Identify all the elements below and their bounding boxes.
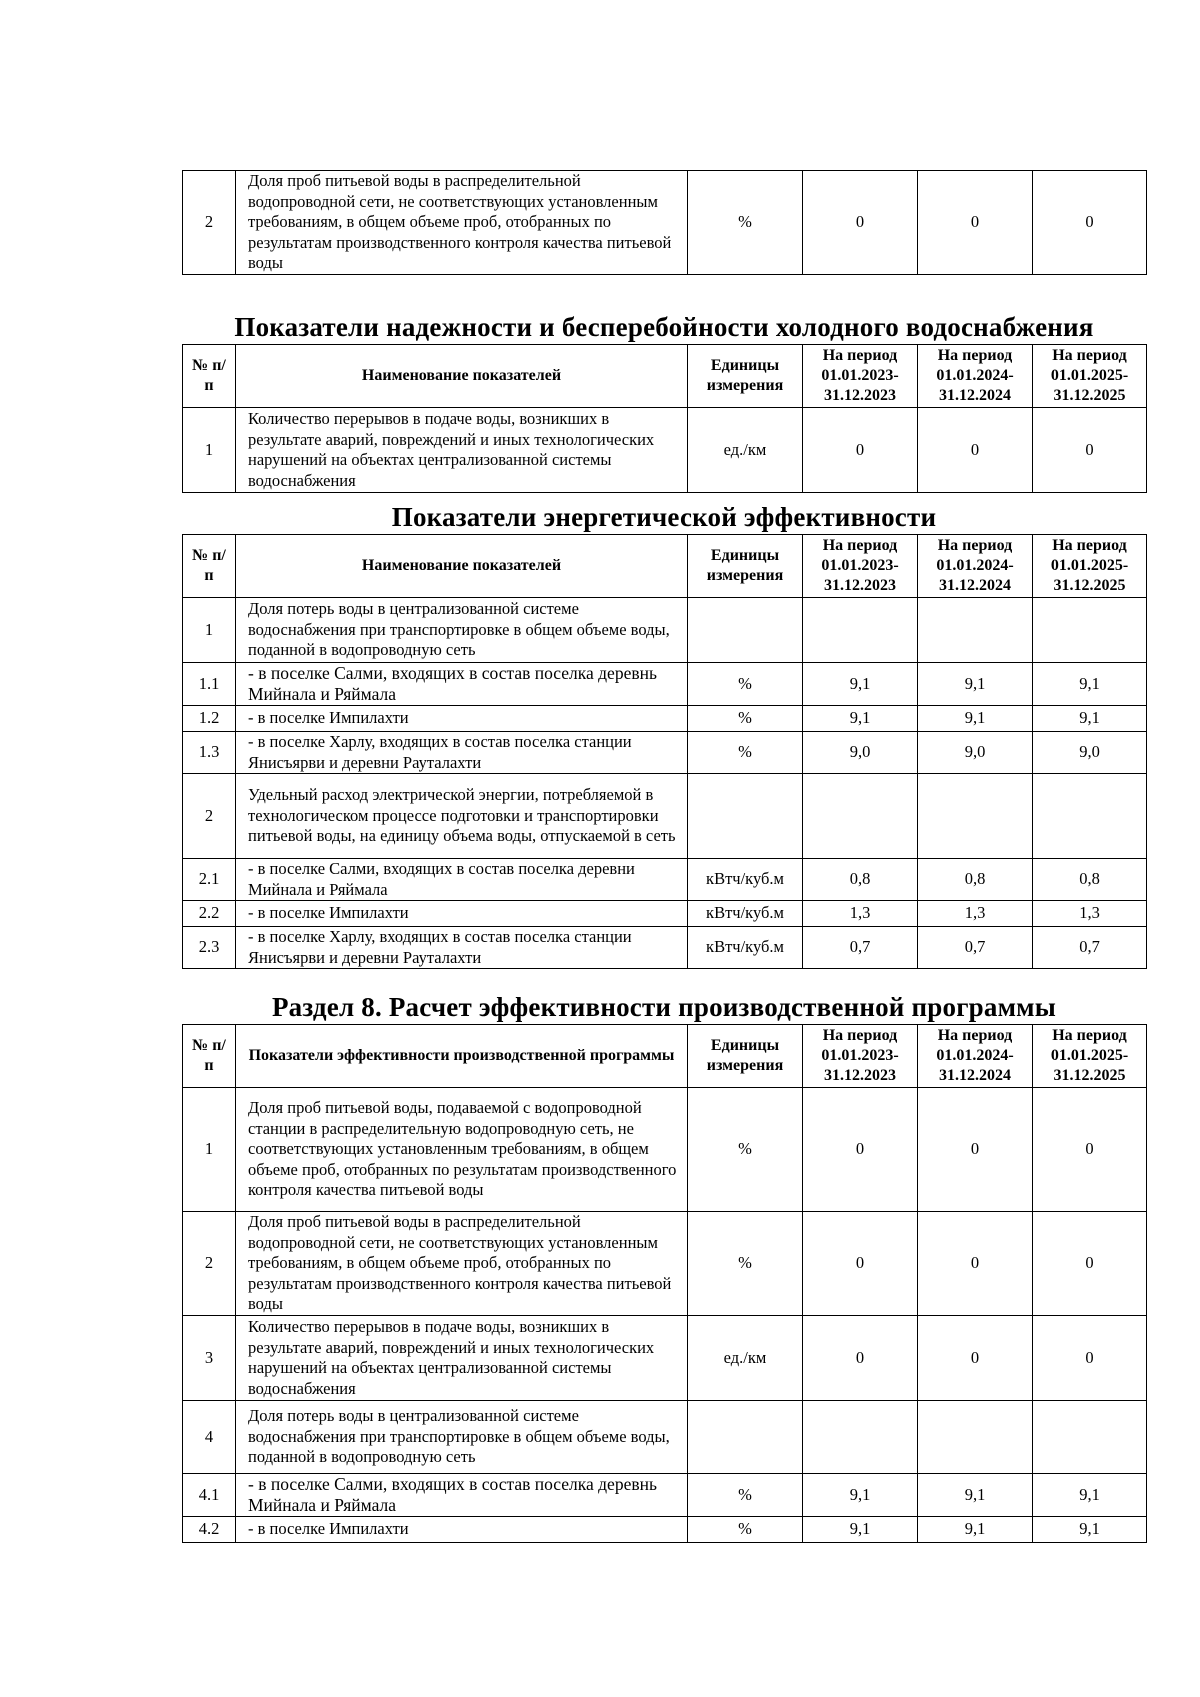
unit-cell: кВтч/куб.м	[688, 927, 803, 969]
value-2023	[803, 598, 918, 663]
value-2025: 0	[1033, 408, 1147, 493]
value-2023: 0,8	[803, 859, 918, 901]
table-header-row	[183, 345, 1147, 408]
value-2024: 0	[918, 171, 1033, 275]
value-2023: 9,1	[803, 706, 918, 732]
row-number: 4.1	[183, 1474, 236, 1517]
value-2024	[918, 598, 1033, 663]
header-period-2023: На период 01.01.2023-31.12.2023	[803, 345, 918, 408]
value-2024: 9,1	[918, 706, 1033, 732]
table-row	[183, 598, 1147, 663]
header-number: № п/п	[183, 535, 236, 598]
energy-table-wrap	[182, 534, 1147, 969]
value-2023	[803, 774, 918, 859]
row-number: 2.1	[183, 859, 236, 901]
row-number: 2	[183, 774, 236, 859]
row-number: 1	[183, 408, 236, 493]
value-2025: 0	[1033, 1316, 1147, 1401]
row-number: 3	[183, 1316, 236, 1401]
indicator-name: - в поселке Салми, входящих в состав поселка деревнь Мийнала и Ряймала	[236, 663, 688, 706]
value-2024: 9,1	[918, 1517, 1033, 1543]
value-2025: 0	[1033, 171, 1147, 275]
table-row	[183, 859, 1147, 901]
value-2025	[1033, 774, 1147, 859]
value-2025: 9,0	[1033, 732, 1147, 774]
table-row	[183, 774, 1147, 859]
value-2025: 0	[1033, 1212, 1147, 1316]
table-row	[183, 663, 1147, 706]
reliability-table-wrap	[182, 344, 1147, 493]
value-2023: 0	[803, 171, 918, 275]
value-2025: 0	[1033, 1088, 1147, 1212]
value-2024: 9,1	[918, 663, 1033, 706]
row-number: 4.2	[183, 1517, 236, 1543]
header-unit: Единицы измерения	[688, 535, 803, 598]
value-2024	[918, 1401, 1033, 1474]
section-title-efficiency: Раздел 8. Расчет эффективности производственной программы	[271, 992, 1057, 1022]
value-2024: 9,1	[918, 1474, 1033, 1517]
table-row	[183, 927, 1147, 969]
value-2023: 9,1	[803, 1517, 918, 1543]
header-period-2023: На период 01.01.2023-31.12.2023	[803, 1025, 918, 1088]
unit-cell: %	[688, 1212, 803, 1316]
value-2024: 0	[918, 1088, 1033, 1212]
header-number: № п/п	[183, 345, 236, 408]
header-name: Наименование показателей	[236, 535, 688, 598]
unit-cell: %	[688, 706, 803, 732]
row-number: 4	[183, 1401, 236, 1474]
unit-cell: ед./км	[688, 408, 803, 493]
row-number: 1.2	[183, 706, 236, 732]
value-2024	[918, 774, 1033, 859]
header-number: № п/п	[183, 1025, 236, 1088]
value-2024: 0	[918, 1212, 1033, 1316]
value-2024: 1,3	[918, 901, 1033, 927]
indicator-name: - в поселке Салми, входящих в состав поселка деревни Мийнала и Ряймала	[236, 859, 688, 901]
value-2025: 1,3	[1033, 901, 1147, 927]
indicator-name: - в поселке Импилахти	[236, 901, 688, 927]
unit-cell: %	[688, 1517, 803, 1543]
value-2024: 0,8	[918, 859, 1033, 901]
indicator-name: Количество перерывов в подаче воды, возникших в результате аварий, повреждений и иных технологических нарушений на объектах централизованной системы водоснабжения	[236, 408, 688, 493]
efficiency-table-wrap	[182, 1024, 1147, 1543]
indicator-name: - в поселке Импилахти	[236, 706, 688, 732]
value-2024: 9,0	[918, 732, 1033, 774]
value-2025: 9,1	[1033, 663, 1147, 706]
value-2023: 0	[803, 408, 918, 493]
table-row	[183, 1474, 1147, 1517]
table-row	[183, 706, 1147, 732]
table-row	[183, 1212, 1147, 1316]
unit-cell: ед./км	[688, 1316, 803, 1401]
value-2023: 9,1	[803, 1474, 918, 1517]
value-2025: 9,1	[1033, 1517, 1147, 1543]
indicator-name: - в поселке Импилахти	[236, 1517, 688, 1543]
indicator-name: Доля потерь воды в централизованной системе водоснабжения при транспортировке в общем объеме воды, поданной в водопроводную сеть	[236, 598, 688, 663]
unit-cell: %	[688, 1088, 803, 1212]
table-header-row	[183, 535, 1147, 598]
row-number: 1.1	[183, 663, 236, 706]
row-number: 2.3	[183, 927, 236, 969]
table-row	[183, 901, 1147, 927]
unit-cell: %	[688, 1474, 803, 1517]
section-title-energy: Показатели энергетической эффективности	[391, 502, 937, 532]
value-2024: 0,7	[918, 927, 1033, 969]
header-period-2024: На период 01.01.2024-31.12.2024	[918, 345, 1033, 408]
table-row	[183, 171, 1147, 275]
value-2024: 0	[918, 1316, 1033, 1401]
row-number: 1	[183, 598, 236, 663]
section-title-reliability: Показатели надежности и бесперебойности холодного водоснабжения	[234, 312, 1094, 342]
value-2025: 0,7	[1033, 927, 1147, 969]
indicator-name: Доля проб питьевой воды в распределительной водопроводной сети, не соответствующих установленным требованиям, в общем объеме проб, отобранных по результатам производственного контроля качества питьевой воды	[236, 171, 688, 275]
header-name: Показатели эффективности производственной программы	[236, 1025, 688, 1088]
indicator-name: - в поселке Харлу, входящих в состав поселка станции Янисъярви и деревни Рауталахти	[236, 927, 688, 969]
table-row	[183, 732, 1147, 774]
energy-table	[182, 534, 1147, 969]
indicator-name: - в поселке Харлу, входящих в состав поселка станции Янисъярви и деревни Рауталахти	[236, 732, 688, 774]
row-number: 2	[183, 1212, 236, 1316]
value-2025: 9,1	[1033, 1474, 1147, 1517]
value-2023: 9,1	[803, 663, 918, 706]
top-table-wrap	[182, 170, 1147, 275]
unit-cell	[688, 774, 803, 859]
table-row	[183, 1316, 1147, 1401]
table-header-row	[183, 1025, 1147, 1088]
indicator-name: Удельный расход электрической энергии, потребляемой в технологическом процессе подготовки и транспортировки питьевой воды, на единицу объема воды, отпускаемой в сеть	[236, 774, 688, 859]
value-2023: 0	[803, 1316, 918, 1401]
unit-cell: кВтч/куб.м	[688, 859, 803, 901]
indicator-name: Количество перерывов в подаче воды, возникших в результате аварий, повреждений и иных технологических нарушений на объектах централизованной системы водоснабжения	[236, 1316, 688, 1401]
unit-cell: кВтч/куб.м	[688, 901, 803, 927]
table-row	[183, 1401, 1147, 1474]
header-period-2025: На период 01.01.2025-31.12.2025	[1033, 1025, 1147, 1088]
header-period-2023: На период 01.01.2023-31.12.2023	[803, 535, 918, 598]
top-table	[182, 170, 1147, 275]
table-row	[183, 408, 1147, 493]
row-number: 2.2	[183, 901, 236, 927]
header-name: Наименование показателей	[236, 345, 688, 408]
unit-cell	[688, 598, 803, 663]
row-number: 1.3	[183, 732, 236, 774]
indicator-name: Доля проб питьевой воды в распределительной водопроводной сети, не соответствующих установленным требованиям, в общем объеме проб, отобранных по результатам производственного контроля качества питьевой воды	[236, 1212, 688, 1316]
efficiency-table	[182, 1024, 1147, 1543]
value-2025	[1033, 598, 1147, 663]
value-2024: 0	[918, 408, 1033, 493]
value-2025	[1033, 1401, 1147, 1474]
header-period-2024: На период 01.01.2024-31.12.2024	[918, 535, 1033, 598]
value-2023	[803, 1401, 918, 1474]
row-number: 2	[183, 171, 236, 275]
header-period-2024: На период 01.01.2024-31.12.2024	[918, 1025, 1033, 1088]
value-2025: 0,8	[1033, 859, 1147, 901]
indicator-name: - в поселке Салми, входящих в состав поселка деревнь Мийнала и Ряймала	[236, 1474, 688, 1517]
header-period-2025: На период 01.01.2025-31.12.2025	[1033, 535, 1147, 598]
row-number: 1	[183, 1088, 236, 1212]
unit-cell: %	[688, 171, 803, 275]
value-2023: 0,7	[803, 927, 918, 969]
header-unit: Единицы измерения	[688, 345, 803, 408]
header-period-2025: На период 01.01.2025-31.12.2025	[1033, 345, 1147, 408]
value-2023: 0	[803, 1212, 918, 1316]
indicator-name: Доля потерь воды в централизованной системе водоснабжения при транспортировке в общем объеме воды, поданной в водопроводную сеть	[236, 1401, 688, 1474]
header-unit: Единицы измерения	[688, 1025, 803, 1088]
value-2023: 0	[803, 1088, 918, 1212]
value-2023: 1,3	[803, 901, 918, 927]
value-2025: 9,1	[1033, 706, 1147, 732]
table-row	[183, 1517, 1147, 1543]
unit-cell: %	[688, 732, 803, 774]
reliability-table	[182, 344, 1147, 493]
unit-cell	[688, 1401, 803, 1474]
value-2023: 9,0	[803, 732, 918, 774]
unit-cell: %	[688, 663, 803, 706]
table-row	[183, 1088, 1147, 1212]
indicator-name: Доля проб питьевой воды, подаваемой с водопроводной станции в распределительную водопроводную сеть, не соответствующих установленным требованиям, в общем объеме проб, отобранных по результатам производственного контроля качества питьевой воды	[236, 1088, 688, 1212]
